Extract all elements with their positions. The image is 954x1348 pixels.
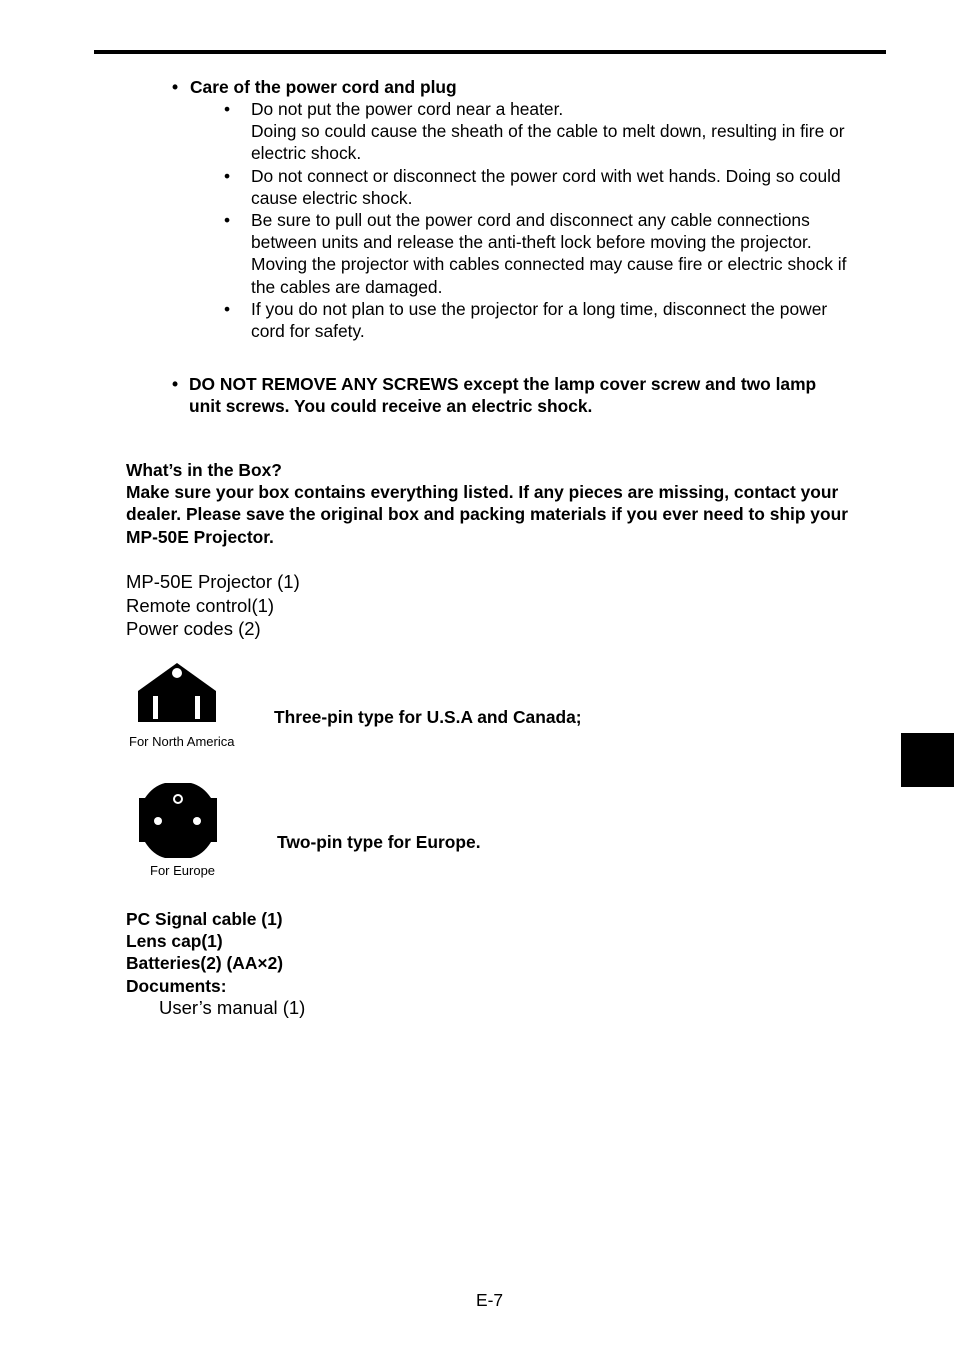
box-heading: What’s in the Box? xyxy=(126,460,282,480)
power-cord-heading: Care of the power cord and plug xyxy=(190,77,457,97)
europe-description: Two-pin type for Europe. xyxy=(277,832,481,852)
section-tab-marker xyxy=(901,733,954,787)
north-america-description: Three-pin type for U.S.A and Canada; xyxy=(274,707,582,727)
list-item: • Do not put the power cord near a heater. Doing so could cause the sheath of the cable to melt down, resulting in fire or electric shock. xyxy=(224,99,845,164)
list-item: Batteries(2) (AA×2) xyxy=(126,953,284,974)
list-item: PC Signal cable (1) xyxy=(126,909,283,929)
bullet: • xyxy=(172,77,179,97)
list-item: Power codes (2) xyxy=(126,618,261,639)
list-item: • Do not connect or disconnect the power cord with wet hands. Doing so could cause electric shock. xyxy=(224,165,841,208)
box-intro: Make sure your box contains everything listed. If any pieces are missing, contact your dealer. Please save the original box and packing materials if you ever need to ship your MP-50E Projector. xyxy=(126,482,848,547)
box-section xyxy=(126,459,896,548)
list-item: Lens cap(1) xyxy=(126,931,223,952)
list-item: • If you do not plan to use the projector for a long time, disconnect the power cord for safety. xyxy=(224,298,828,342)
three-pin-plug-icon xyxy=(136,662,218,724)
power-cord-list xyxy=(224,98,894,342)
box-contents xyxy=(126,570,300,641)
list-item: Documents: xyxy=(126,975,227,996)
list-item: MP-50E Projector (1) xyxy=(126,571,300,592)
list-item: • Be sure to pull out the power cord and disconnect any cable connections between units and release the anti-theft lock before moving the projector. Moving the projector with cables connected may cause fire or electric shock if the cables are damaged. xyxy=(224,210,847,297)
top-rule xyxy=(94,50,886,54)
documents-list xyxy=(159,996,305,1020)
list-item: Remote control(1) xyxy=(126,594,275,616)
accessories-list xyxy=(126,908,283,997)
list-item: User’s manual (1) xyxy=(159,997,306,1018)
north-america-caption: For North America xyxy=(129,734,235,749)
europe-caption: For Europe xyxy=(150,863,216,878)
two-pin-plug-icon xyxy=(137,782,219,860)
page-number: E-7 xyxy=(476,1290,504,1310)
